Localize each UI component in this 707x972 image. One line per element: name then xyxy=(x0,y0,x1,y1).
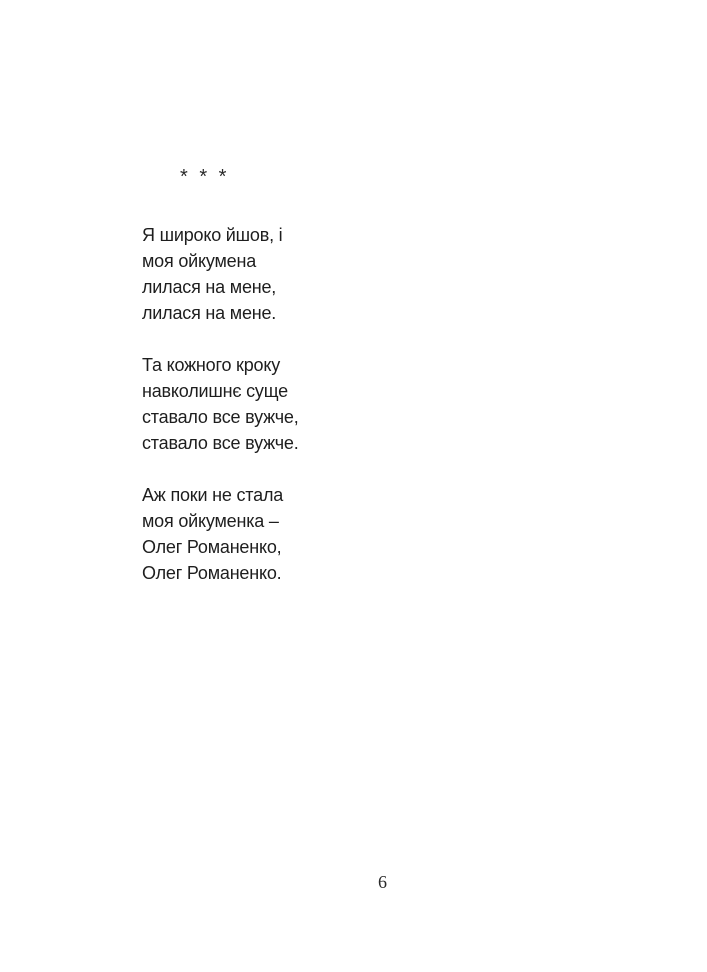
poem-line: лилася на мене. xyxy=(142,303,277,323)
poem-line: Олег Романенко. xyxy=(142,563,282,583)
poem-line: моя ойкуменка – xyxy=(142,511,279,531)
stanza-1 xyxy=(142,222,299,326)
section-ornament: * * * xyxy=(180,166,230,188)
stanza-2 xyxy=(142,352,299,456)
poem-line: ставало все вужче. xyxy=(142,433,299,453)
poem-line: Та кожного кроку xyxy=(142,355,281,375)
poem xyxy=(142,222,299,586)
poem-line: ставало все вужче, xyxy=(142,407,299,427)
poem-line: Я широко йшов, і xyxy=(142,225,283,245)
poem-line: навколишнє суще xyxy=(142,381,288,401)
poem-line: Аж поки не стала xyxy=(142,485,284,505)
poem-line: Олег Романенко, xyxy=(142,537,282,557)
stanza-3 xyxy=(142,482,299,586)
page-number: 6 xyxy=(378,872,387,892)
poem-line: лилася на мене, xyxy=(142,277,277,297)
poem-line: моя ойкумена xyxy=(142,251,257,271)
